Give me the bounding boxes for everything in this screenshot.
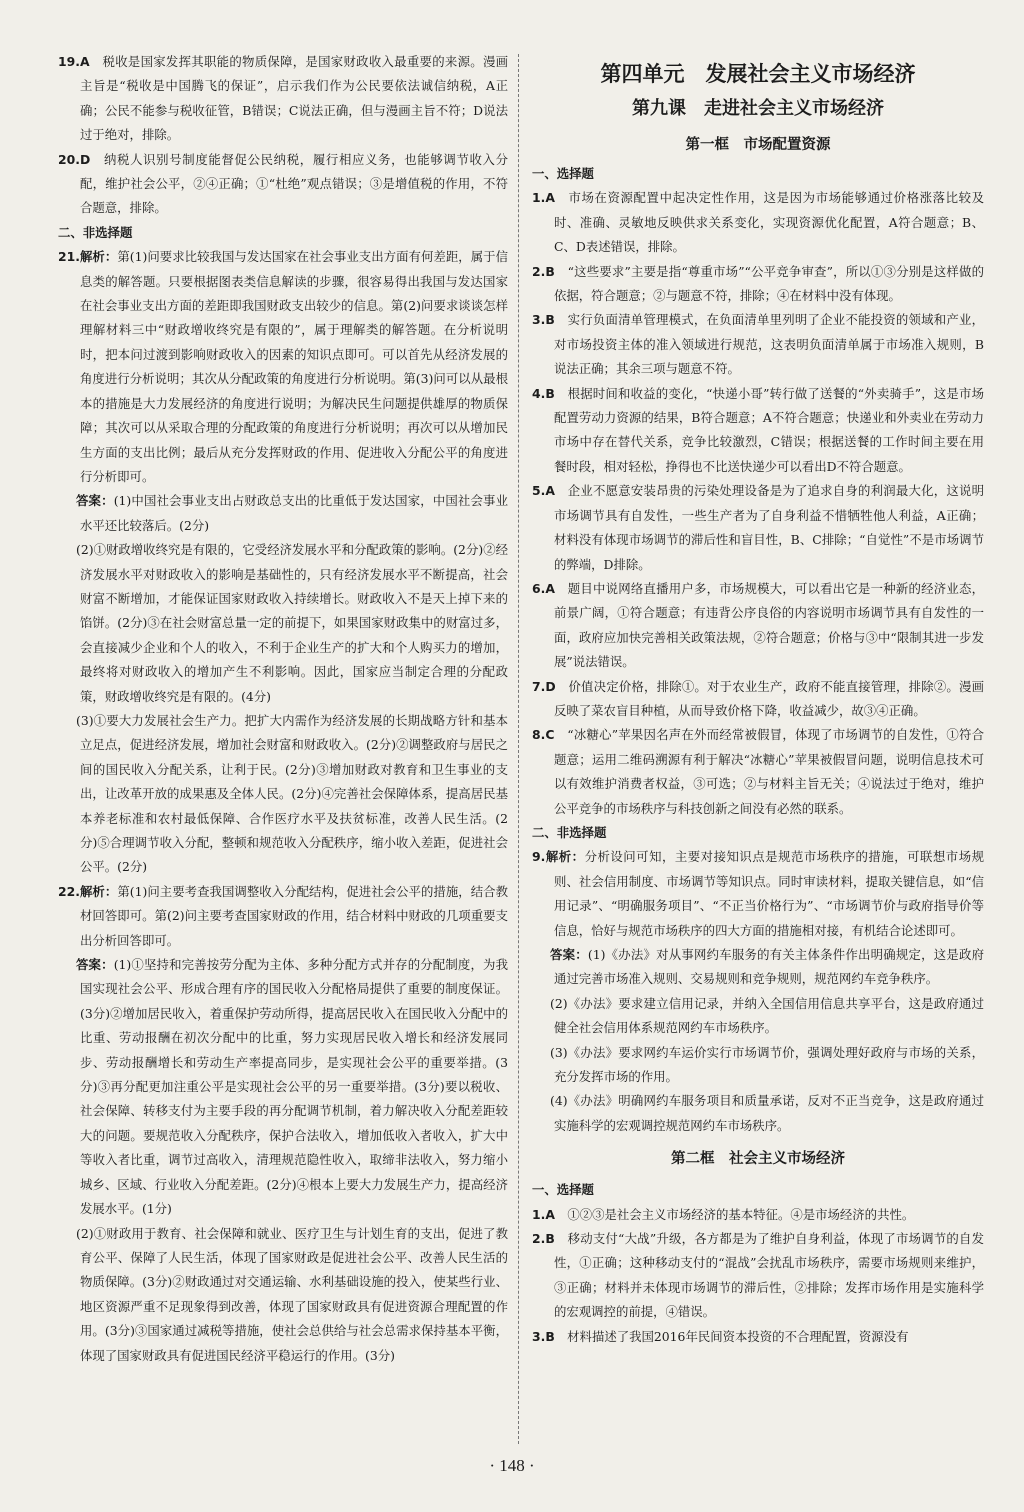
right-column	[532, 50, 984, 1349]
frame-1-nonchoice-heading: 二、非选择题	[532, 824, 607, 840]
unit-title: 第四单元 发展社会主义市场经济	[600, 62, 916, 86]
column-divider	[518, 54, 519, 1444]
question-22-answer-2: (2)①财政用于教育、社会保障和就业、医疗卫生与计划生育的支出，促进了教育公平、保障了人民生活，体现了国家财政是促进社会公平、改善人民生活的物质保障。(3分)②财政通过对交通运输、水利基础设施的投入，使某些行业、地区资源严重不足现象得到改善，体现了国家财政具有促进资源合理配置的作用。(3分)③国家通过减税等措施，使社会总供给与社会总需求保持基本平衡，体现了国家财政具有促进国民经济平稳运行的作用。(3分)	[76, 1225, 508, 1363]
left-column	[58, 50, 508, 1368]
frame-1-question-6: 6.A 题目中说网络直播用户多，市场规模大，可以看出它是一种新的经济业态，前景广阔，①符合题意；有违背公序良俗的内容说明市场调节具有自发性的一面，政府应加快完善相关政策法规，②符合题意；价格与③中“限制其进一步发展”说法错误。	[532, 580, 985, 670]
question-21-answer-2: (2)①财政增收终究是有限的，它受经济发展水平和分配政策的影响。(2分)②经济发展水平对财政收入的影响是基础性的，只有经济发展水平不断提高，社会财富不断增加，才能保证国家财政收入持续增长。财政收入不是天上掉下来的馅饼。(2分)③在社会财富总量一定的前提下，如果国家财政集中的财富过多，会直接减少企业和个人的收入，不利于企业生产的扩大和个人购买力的增加，最终将对财政收入的增加产生不利影响。因此，国家应当制定合理的分配政策，财政增收终究是有限的。(4分)	[76, 542, 508, 704]
question-20: 20.D 纳税人识别号制度能督促公民纳税，履行相应义务，也能够调节收入分配，维护社会公平，②④正确；①“杜绝”观点错误；③是增值税的作用，不符合题意，排除。	[58, 151, 508, 216]
frame-1-question-5: 5.A 企业不愿意安装昂贵的污染处理设备是为了追求自身的利润最大化，这说明市场调节具有自发性，一些生产者为了自身利益不惜牺牲他人利益，A正确；材料没有体现市场调节的滞后性和盲目性，B、C排除；“自觉性”不是市场调节的弊端，D排除。	[532, 483, 985, 572]
page-number: · 148 ·	[489, 1456, 535, 1475]
lesson-title: 第九课 走进社会主义市场经济	[632, 98, 884, 119]
question-22-analysis: 22.解析：第(1)问主要考查我国调整收入分配结构，促进社会公平的措施，结合教材回答即可。第(2)问主要考查国家财政的作用，结合材料中财政的几项重要支出分析回答即可。	[58, 883, 508, 948]
frame-1-question-1: 1.A 市场在资源配置中起决定性作用，这是因为市场能够通过价格涨落比较及时、准确、灵敏地反映供求关系变化，实现资源优化配置，A符合题意；B、C、D表述错误，排除。	[532, 190, 985, 255]
frame-2-question-2: 2.B 移动支付“大战”升级，各方都是为了维护自身利益，体现了市场调节的自发性，①正确；这种移动支付的“混战”会扰乱市场秩序，需要市场规则来维护，③正确；材料并未体现市场调节的滞后性，②排除；发挥市场作用是实施科学的宏观调控的前提，④错误。	[532, 1231, 984, 1320]
frame-1-question-8: 8.C “冰糖心”苹果因名声在外而经常被假冒，体现了市场调节的自发性，①符合题意；运用二维码溯源有利于解决“冰糖心”苹果被假冒问题，说明信息技术可以有效维护消费者权益，③可选；②与材料主旨无关；④说法过于绝对，维护公平竞争的市场秩序与科技创新之间没有必然的联系。	[532, 727, 985, 816]
question-22-answer-1: 答案：(1)①坚持和完善按劳分配为主体、多种分配方式并存的分配制度，为我国实现社会公平、形成合理有序的国民收入分配格局提供了重要的制度保证。(3分)②增加居民收入，着重保护劳动所得，提高居民收入在国民收入分配中的比重、劳动报酬在初次分配中的比重，努力实现居民收入增长和经济发展同步、劳动报酬增长和劳动生产率提高同步，是实现社会公平的重要举措。(3分)③再分配更加注重公平是实现社会公平的另一重要举措。(3分)要以税收、社会保障、转移支付为主要手段的再分配调节机制，着力解决收入分配差距较大的问题。要规范收入分配秩序，保护合法收入，增加低收入者收入，扩大中等收入者比重，调节过高收入，清理规范隐性收入，取缔非法收入，努力缩小城乡、区域、行业收入分配差距。(2分)④根本上要大力发展生产力，提高经济发展水平。(1分)	[76, 957, 508, 1217]
frame-1-question-9-analysis: 9.解析：分析设问可知，主要对接知识点是规范市场秩序的措施，可联想市场规则、社会信用制度、市场调节等知识点。同时审读材料，提取关键信息，如“信用记录”、“明确服务项目”、“不正当价格行为”、“市场调节价与政府指导价等信息，恰好与规范市场秩序的四大方面的措施相对接，有机结合论述即可。	[532, 849, 985, 938]
question-21-analysis: 21.解析：第(1)问要求比较我国与发达国家在社会事业支出方面有何差距，属于信息类的解答题。只要根据图表类信息解读的步骤，很容易得出我国与发达国家在社会事业支出方面的差距即我国财政支出较少的信息。第(2)问要求谈谈怎样理解材料三中“财政增收终究是有限的”，属于理解类的解答题。在分析说明时，把本问过渡到影响财政收入的因素的知识点即可。可以首先从经济发展的角度进行分析说明；其次从分配政策的角度进行分析说明。第(3)问可以从最根本的措施是大力发展经济的角度进行说明；为解决民生问题提供雄厚的物质保障；其次可以从采取合理的分配政策的角度进行分析说明；再次可以从增加民生方面的支出比例；最后从充分发挥财政的作用、促进收入分配公平的角度进行分析即可。	[58, 249, 508, 484]
frame-1-question-2: 2.B “这些要求”主要是指“尊重市场”“公平竞争审查”，所以①③分别是这样做的依据，符合题意；②与题意不符，排除；④在材料中没有体现。	[532, 263, 985, 304]
frame-1-question-9-answer-2: (2)《办法》要求建立信用记录，并纳入全国信用信息共享平台，这是政府通过健全社会信用体系规范网约车市场秩序。	[550, 995, 984, 1036]
question-19: 19.A 税收是国家发挥其职能的物质保障，是国家财政收入最重要的来源。漫画主旨是“税收是中国腾飞的保证”，启示我们作为公民要依法诚信纳税，A正确；公民不能参与税收征管，B错误；C说法正确，但与漫画主旨不符；D说法过于绝对，排除。	[58, 54, 509, 143]
frame-1-question-9-answer-4: (4)《办法》明确网约车服务项目和质量承诺，反对不正当竞争，这是政府通过实施科学的宏观调控规范网约车市场秩序。	[550, 1093, 984, 1133]
question-21-answer-1: 答案：(1)中国社会事业支出占财政总支出的比重低于发达国家，中国社会事业水平还比较落后。(2分)	[76, 493, 508, 533]
frame-1-choice-heading: 一、选择题	[532, 166, 594, 181]
frame-1-question-9-answer-3: (3)《办法》要求网约车运价实行市场调节价，强调处理好政府与市场的关系，充分发挥市场的作用。	[550, 1044, 984, 1085]
frame-1-question-9-answer-1: 答案：(1)《办法》对从事网约车服务的有关主体条件作出明确规定，这是政府通过完善市场准入规则、交易规则和竞争规则，规范网约车竞争秩序。	[550, 947, 984, 987]
frame-2-question-1: 1.A ①②③是社会主义市场经济的基本特征。④是市场经济的共性。	[532, 1206, 915, 1222]
frame-2-question-3: 3.B 材料描述了我国2016年民间资本投资的不合理配置，资源没有	[532, 1328, 909, 1344]
section-heading-nonchoice: 二、非选择题	[58, 224, 133, 240]
frame-1-question-3: 3.B 实行负面清单管理模式，在负面清单里列明了企业不能投资的领域和产业，对市场投资主体的准入领域进行规范，这表明负面清单属于市场准入规则，B说法正确；其余三项与题意不符。	[532, 312, 985, 377]
frame-2-title: 第二框 社会主义市场经济	[671, 1151, 845, 1168]
question-21-answer-3: (3)①要大力发展社会生产力。把扩大内需作为经济发展的长期战略方针和基本立足点，促进经济发展，增加社会财富和财政收入。(2分)②调整政府与居民之间的国民收入分配关系，让利于民。(2分)③增加财政对教育和卫生事业的支出，让改革开放的成果惠及全体人民。(2分)④完善社会保障体系，提高居民基本养老标准和农村最低保障、合作医疗水平及扶贫标准，改善人民生活。(2分)⑤合理调节收入分配，整顿和规范收入分配秩序，缩小收入差距，促进社会公平。(2分)	[76, 712, 508, 875]
frame-2-choice-heading: 一、选择题	[532, 1182, 594, 1198]
frame-1-question-4: 4.B 根据时间和收益的变化，“快递小哥”转行做了送餐的“外卖骑手”，这是市场配置劳动力资源的结果，B符合题意；A不符合题意；快递业和外卖业在劳动力市场中存在替代关系，竞争比较激烈，C错误；根据送餐的工作时间主要在用餐时段，相对轻松，挣得也不比送快递少可以看出D不符合题意。	[532, 385, 985, 474]
frame-1-title: 第一框 市场配置资源	[685, 137, 831, 153]
frame-1-question-7: 7.D 价值决定价格，排除①。对于农业生产，政府不能直接管理，排除②。漫画反映了菜农盲目种植，从而导致价格下降，收益减少，故③④正确。	[532, 678, 985, 718]
